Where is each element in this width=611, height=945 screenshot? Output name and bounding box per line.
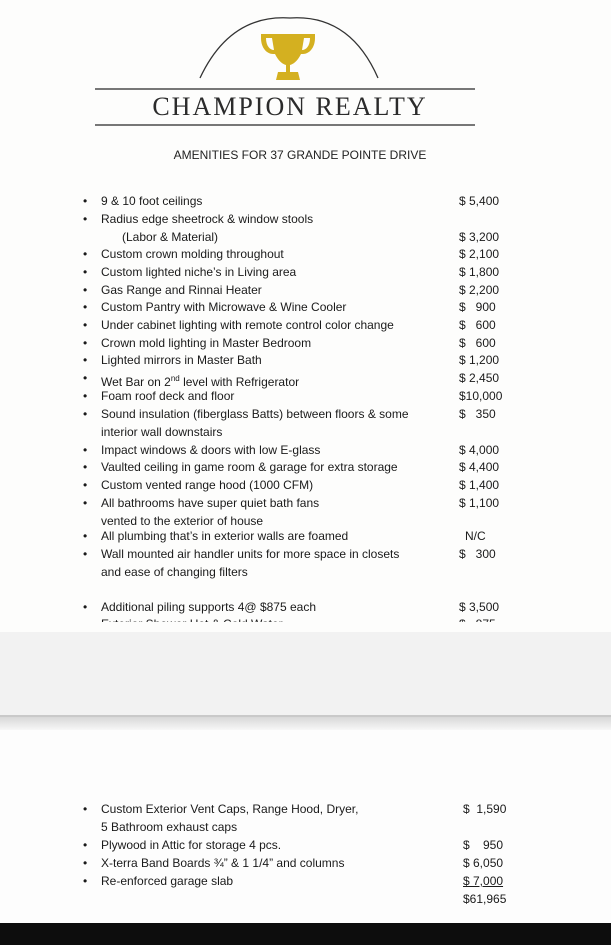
item-price: $ 950 [463, 838, 504, 852]
bullet: • [83, 283, 88, 297]
item-text: Plywood in Attic for storage 4 pcs. [101, 838, 282, 852]
item-text-line2: and ease of changing filters [101, 564, 248, 579]
bullet: • [83, 194, 88, 208]
item-text: Lighted mirrors in Master Bath [101, 353, 262, 367]
item-text: Custom Pantry with Microwave & Wine Cooler [101, 300, 347, 314]
item-price: $ 2,450 [459, 371, 500, 385]
bullet: • [83, 802, 88, 816]
item-price: $ 2,200 [459, 283, 500, 297]
item-text: Sound insulation (fiberglass Batts) between floors & some [101, 407, 409, 421]
bullet: • [83, 389, 88, 403]
bullet: • [83, 353, 88, 367]
item-text: X-terra Band Boards ¾” & 1 1/4” and columns [101, 856, 345, 870]
item-price: $ 1,200 [459, 353, 500, 367]
item-text: Wall mounted air handler units for more space in closets [101, 547, 400, 561]
bullet: • [83, 443, 88, 457]
company-name: CHAMPION REALTY [152, 92, 428, 121]
item-text-line2: interior wall downstairs [101, 424, 223, 439]
item-price: $ 7,000 [463, 874, 504, 888]
item-price: $ 300 [459, 547, 496, 561]
header-rule-top [95, 88, 475, 90]
bullet: • [83, 265, 88, 279]
page-subtitle: AMENITIES FOR 37 GRANDE POINTE DRIVE [173, 148, 427, 162]
bullet: • [83, 874, 88, 888]
bullet: • [83, 336, 88, 350]
item-text: Radius edge sheetrock & window stools [101, 212, 314, 226]
item-price: N/C [465, 529, 486, 543]
item-price: $ 350 [459, 407, 496, 421]
bullet: • [83, 460, 88, 474]
item-price: $ 1,800 [459, 265, 500, 279]
item-price: $10,000 [459, 389, 503, 403]
item-text: Custom lighted niche’s in Living area [101, 265, 297, 279]
bullet: • [83, 300, 88, 314]
trophy-icon [253, 30, 323, 82]
item-text: Impact windows & doors with low E-glass [101, 443, 321, 457]
item-text: Additional piling supports 4@ $875 each [101, 600, 316, 614]
header-rule-bottom [95, 124, 475, 126]
item-price: $ 1,400 [459, 478, 500, 492]
bullet: • [83, 212, 88, 226]
item-text: Re-enforced garage slab [101, 874, 234, 888]
item-price: $ 600 [459, 318, 496, 332]
bullet: • [83, 856, 88, 870]
item-text-line2: vented to the exterior of house [101, 513, 264, 528]
item-text: Foam roof deck and floor [101, 389, 235, 403]
item-text: Custom vented range hood (1000 CFM) [101, 478, 314, 492]
bullet: • [83, 600, 88, 614]
item-price: $ 600 [459, 336, 496, 350]
item-text: 9 & 10 foot ceilings [101, 194, 203, 208]
item-text: Custom Exterior Vent Caps, Range Hood, Dryer, [101, 802, 359, 816]
item-text: Custom crown molding throughout [101, 247, 284, 261]
item-price: $ 3,500 [459, 600, 500, 614]
item-price: $ 900 [459, 300, 496, 314]
bullet: • [83, 529, 88, 543]
item-price: $ 2,100 [459, 247, 500, 261]
page-cut-edge [0, 622, 611, 632]
page-shadow [0, 717, 611, 730]
item-text: Gas Range and Rinnai Heater [101, 283, 262, 297]
item-text: Vaulted ceiling in game room & garage for extra storage [101, 460, 398, 474]
bullet: • [83, 547, 88, 561]
item-text: All bathrooms have super quiet bath fans [101, 496, 320, 510]
item-text: All plumbing that’s in exterior walls are foamed [101, 529, 349, 543]
document-page-2 [0, 730, 611, 923]
item-text: (Labor & Material) [122, 230, 219, 244]
item-price: $ 4,400 [459, 460, 500, 474]
bullet: • [83, 407, 88, 421]
bullet: • [83, 478, 88, 492]
page-gap [0, 632, 611, 730]
item-text: Crown mold lighting in Master Bedroom [101, 336, 312, 350]
screen-bottom-bar [0, 923, 611, 945]
item-text: Wet Bar on 2nd level with Refrigerator [101, 374, 300, 389]
item-price: $ 3,200 [459, 230, 500, 244]
bullet: • [83, 838, 88, 852]
item-price: $ 1,100 [459, 496, 500, 510]
item-text: Under cabinet lighting with remote control color change [101, 318, 394, 332]
bullet: • [83, 247, 88, 261]
item-text-line2: 5 Bathroom exhaust caps [101, 819, 238, 834]
item-price: $ 4,000 [459, 443, 500, 457]
item-price: $ 1,590 [463, 802, 507, 816]
total-amount: $61,965 [463, 892, 507, 906]
item-price: $ 5,400 [459, 194, 500, 208]
bullet: • [83, 371, 88, 385]
bullet: • [83, 496, 88, 510]
item-price: $ 6,050 [463, 856, 504, 870]
bullet: • [83, 318, 88, 332]
